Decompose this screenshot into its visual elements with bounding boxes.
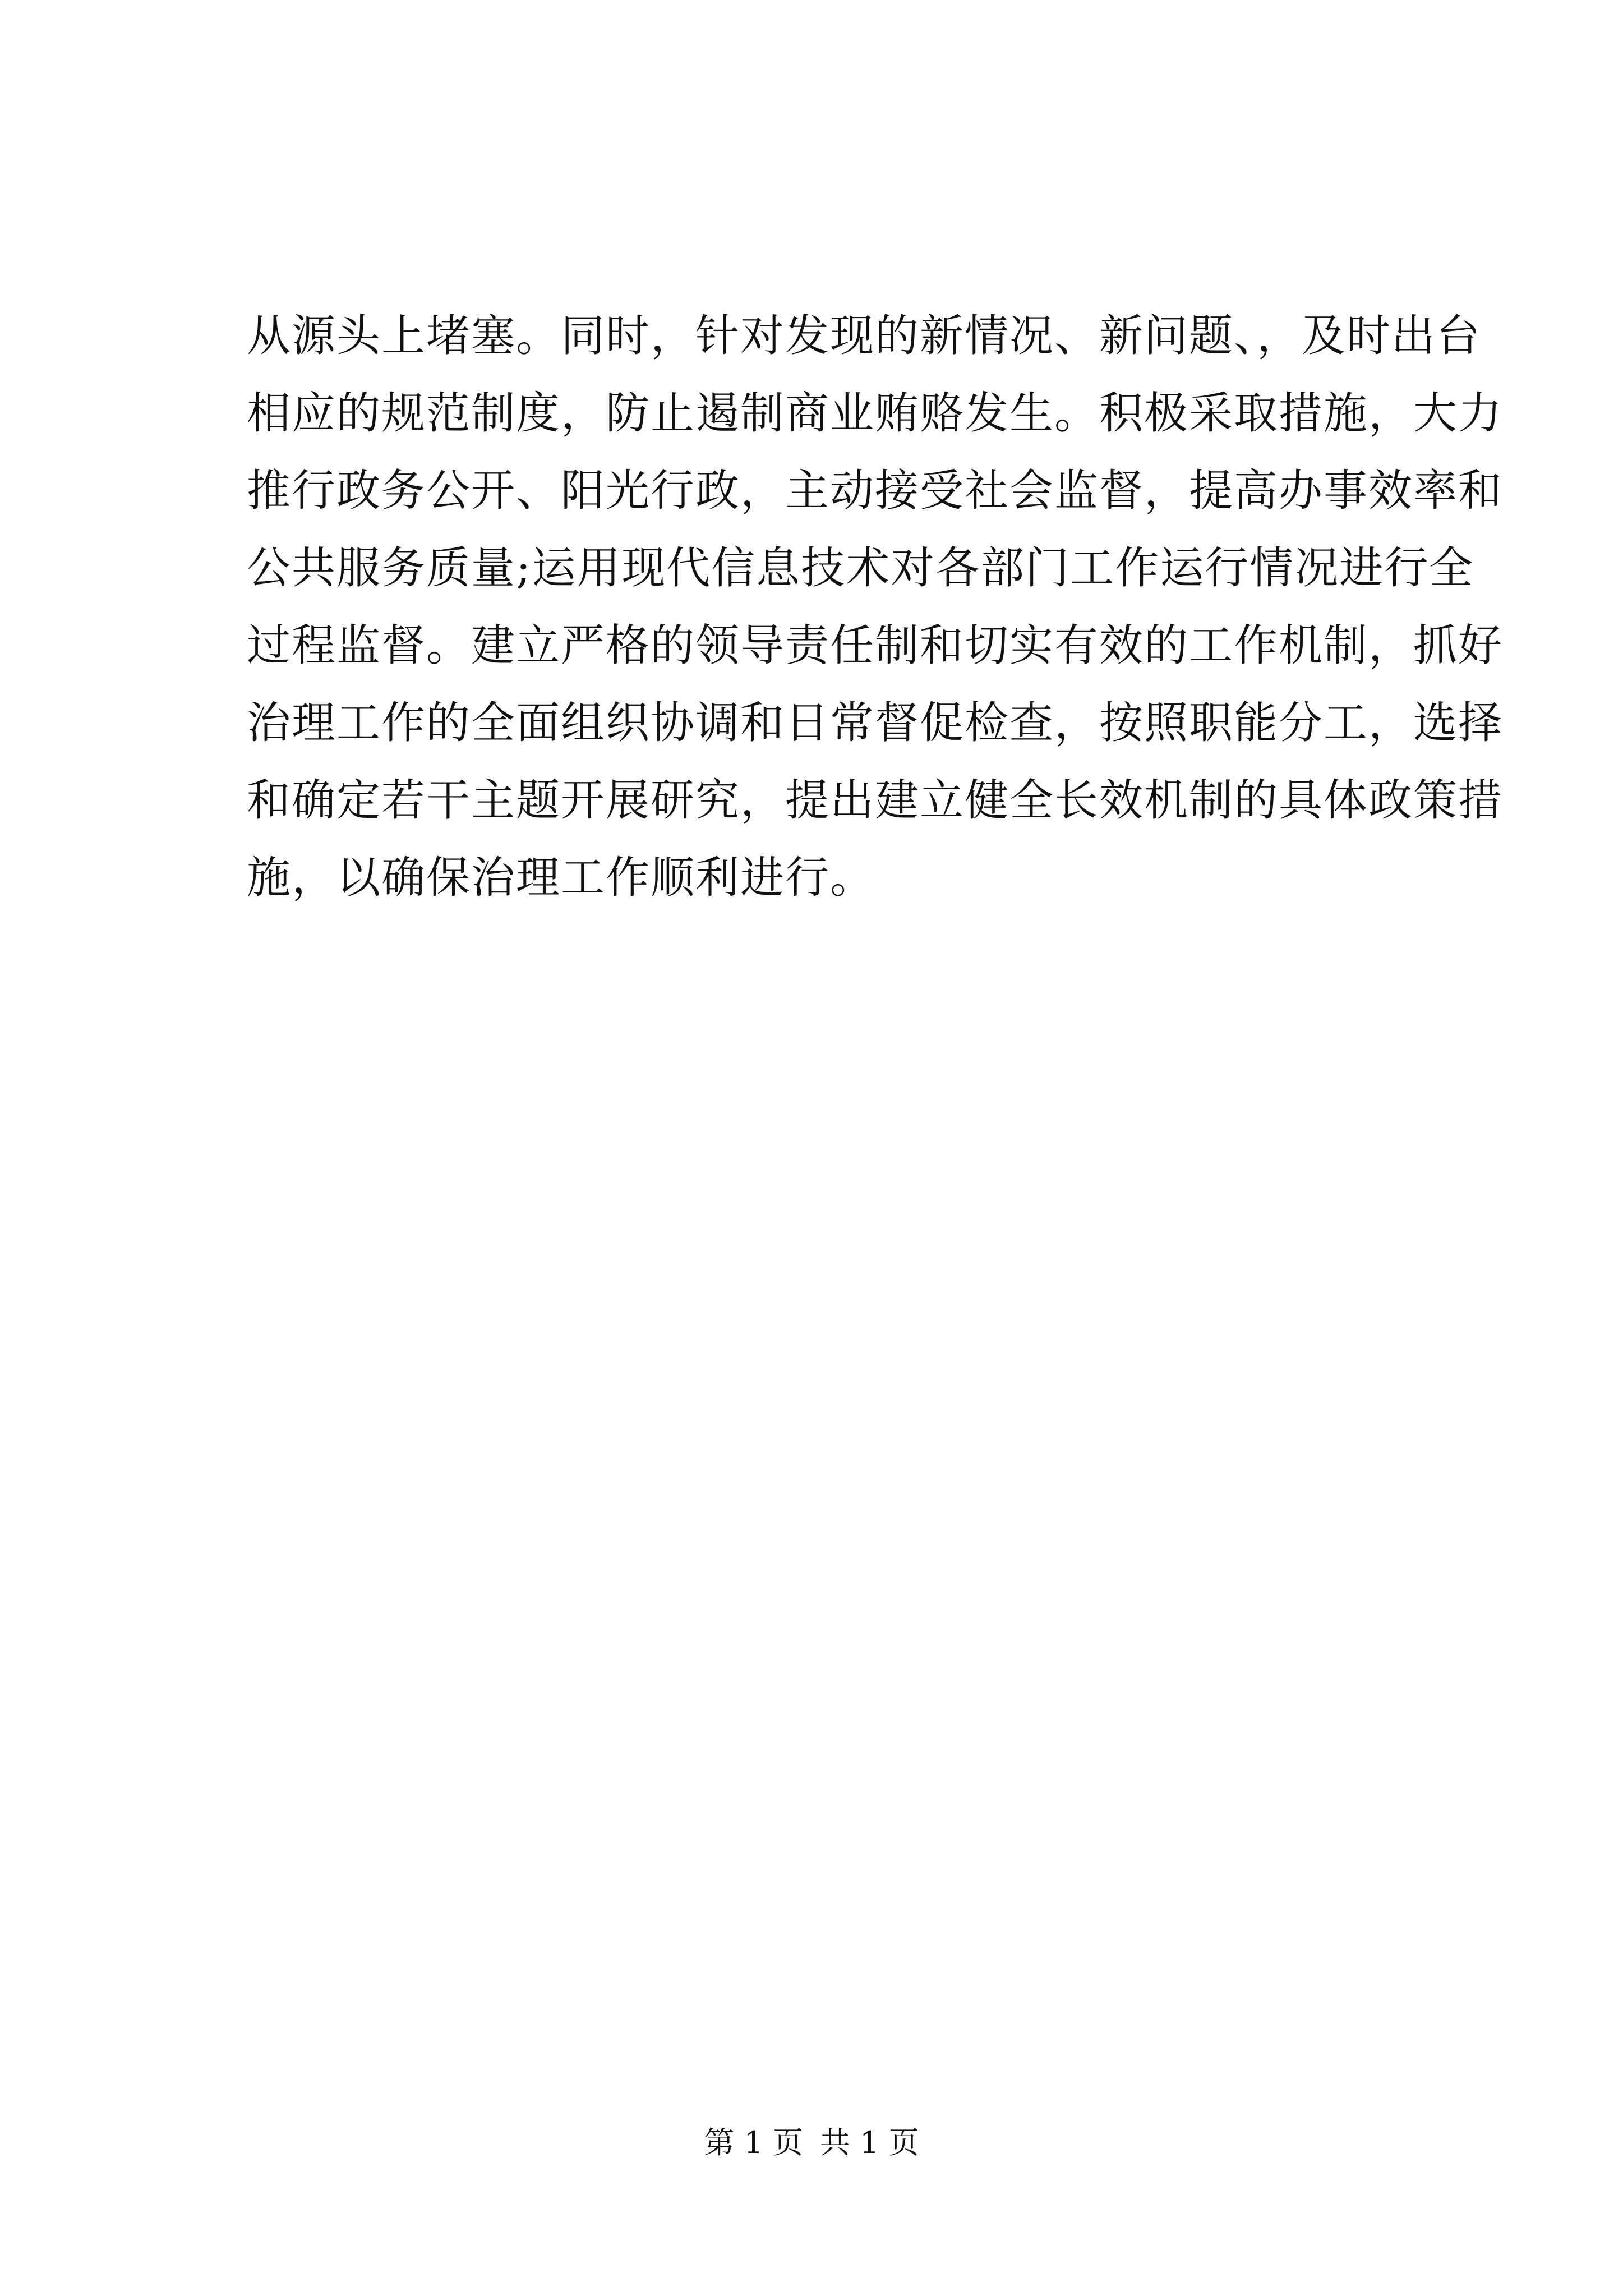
paragraph-line: 和确定若干主题开展研究，提出建立健全长效机制的具体政策措 [247, 775, 1504, 826]
paragraph-line: 施，以确保治理工作顺利进行。 [247, 853, 875, 903]
page-number: 第 1 页 [704, 2125, 803, 2160]
page-total: 共 1 页 [820, 2125, 919, 2160]
body-paragraph [247, 297, 1504, 917]
paragraph-line: 治理工作的全面组织协调和日常督促检查，按照职能分工，选择 [247, 698, 1504, 748]
paragraph-line: 过程监督。建立严格的领导责任制和切实有效的工作机制，抓好 [247, 620, 1504, 671]
paragraph-line: 推行政务公开、阳光行政，主动接受社会监督，提高办事效率和 [247, 466, 1504, 516]
paragraph-line: 从源头上堵塞。同时，针对发现的新情况、新问题、，及时出台 [247, 311, 1482, 361]
paragraph-line: 公共服务质量;运用现代信息技术对各部门工作运行情况进行全 [247, 543, 1474, 593]
page-footer [0, 2123, 1623, 2162]
paragraph-line: 相应的规范制度，防止遏制商业贿赂发生。积极采取措施，大力 [247, 388, 1504, 439]
